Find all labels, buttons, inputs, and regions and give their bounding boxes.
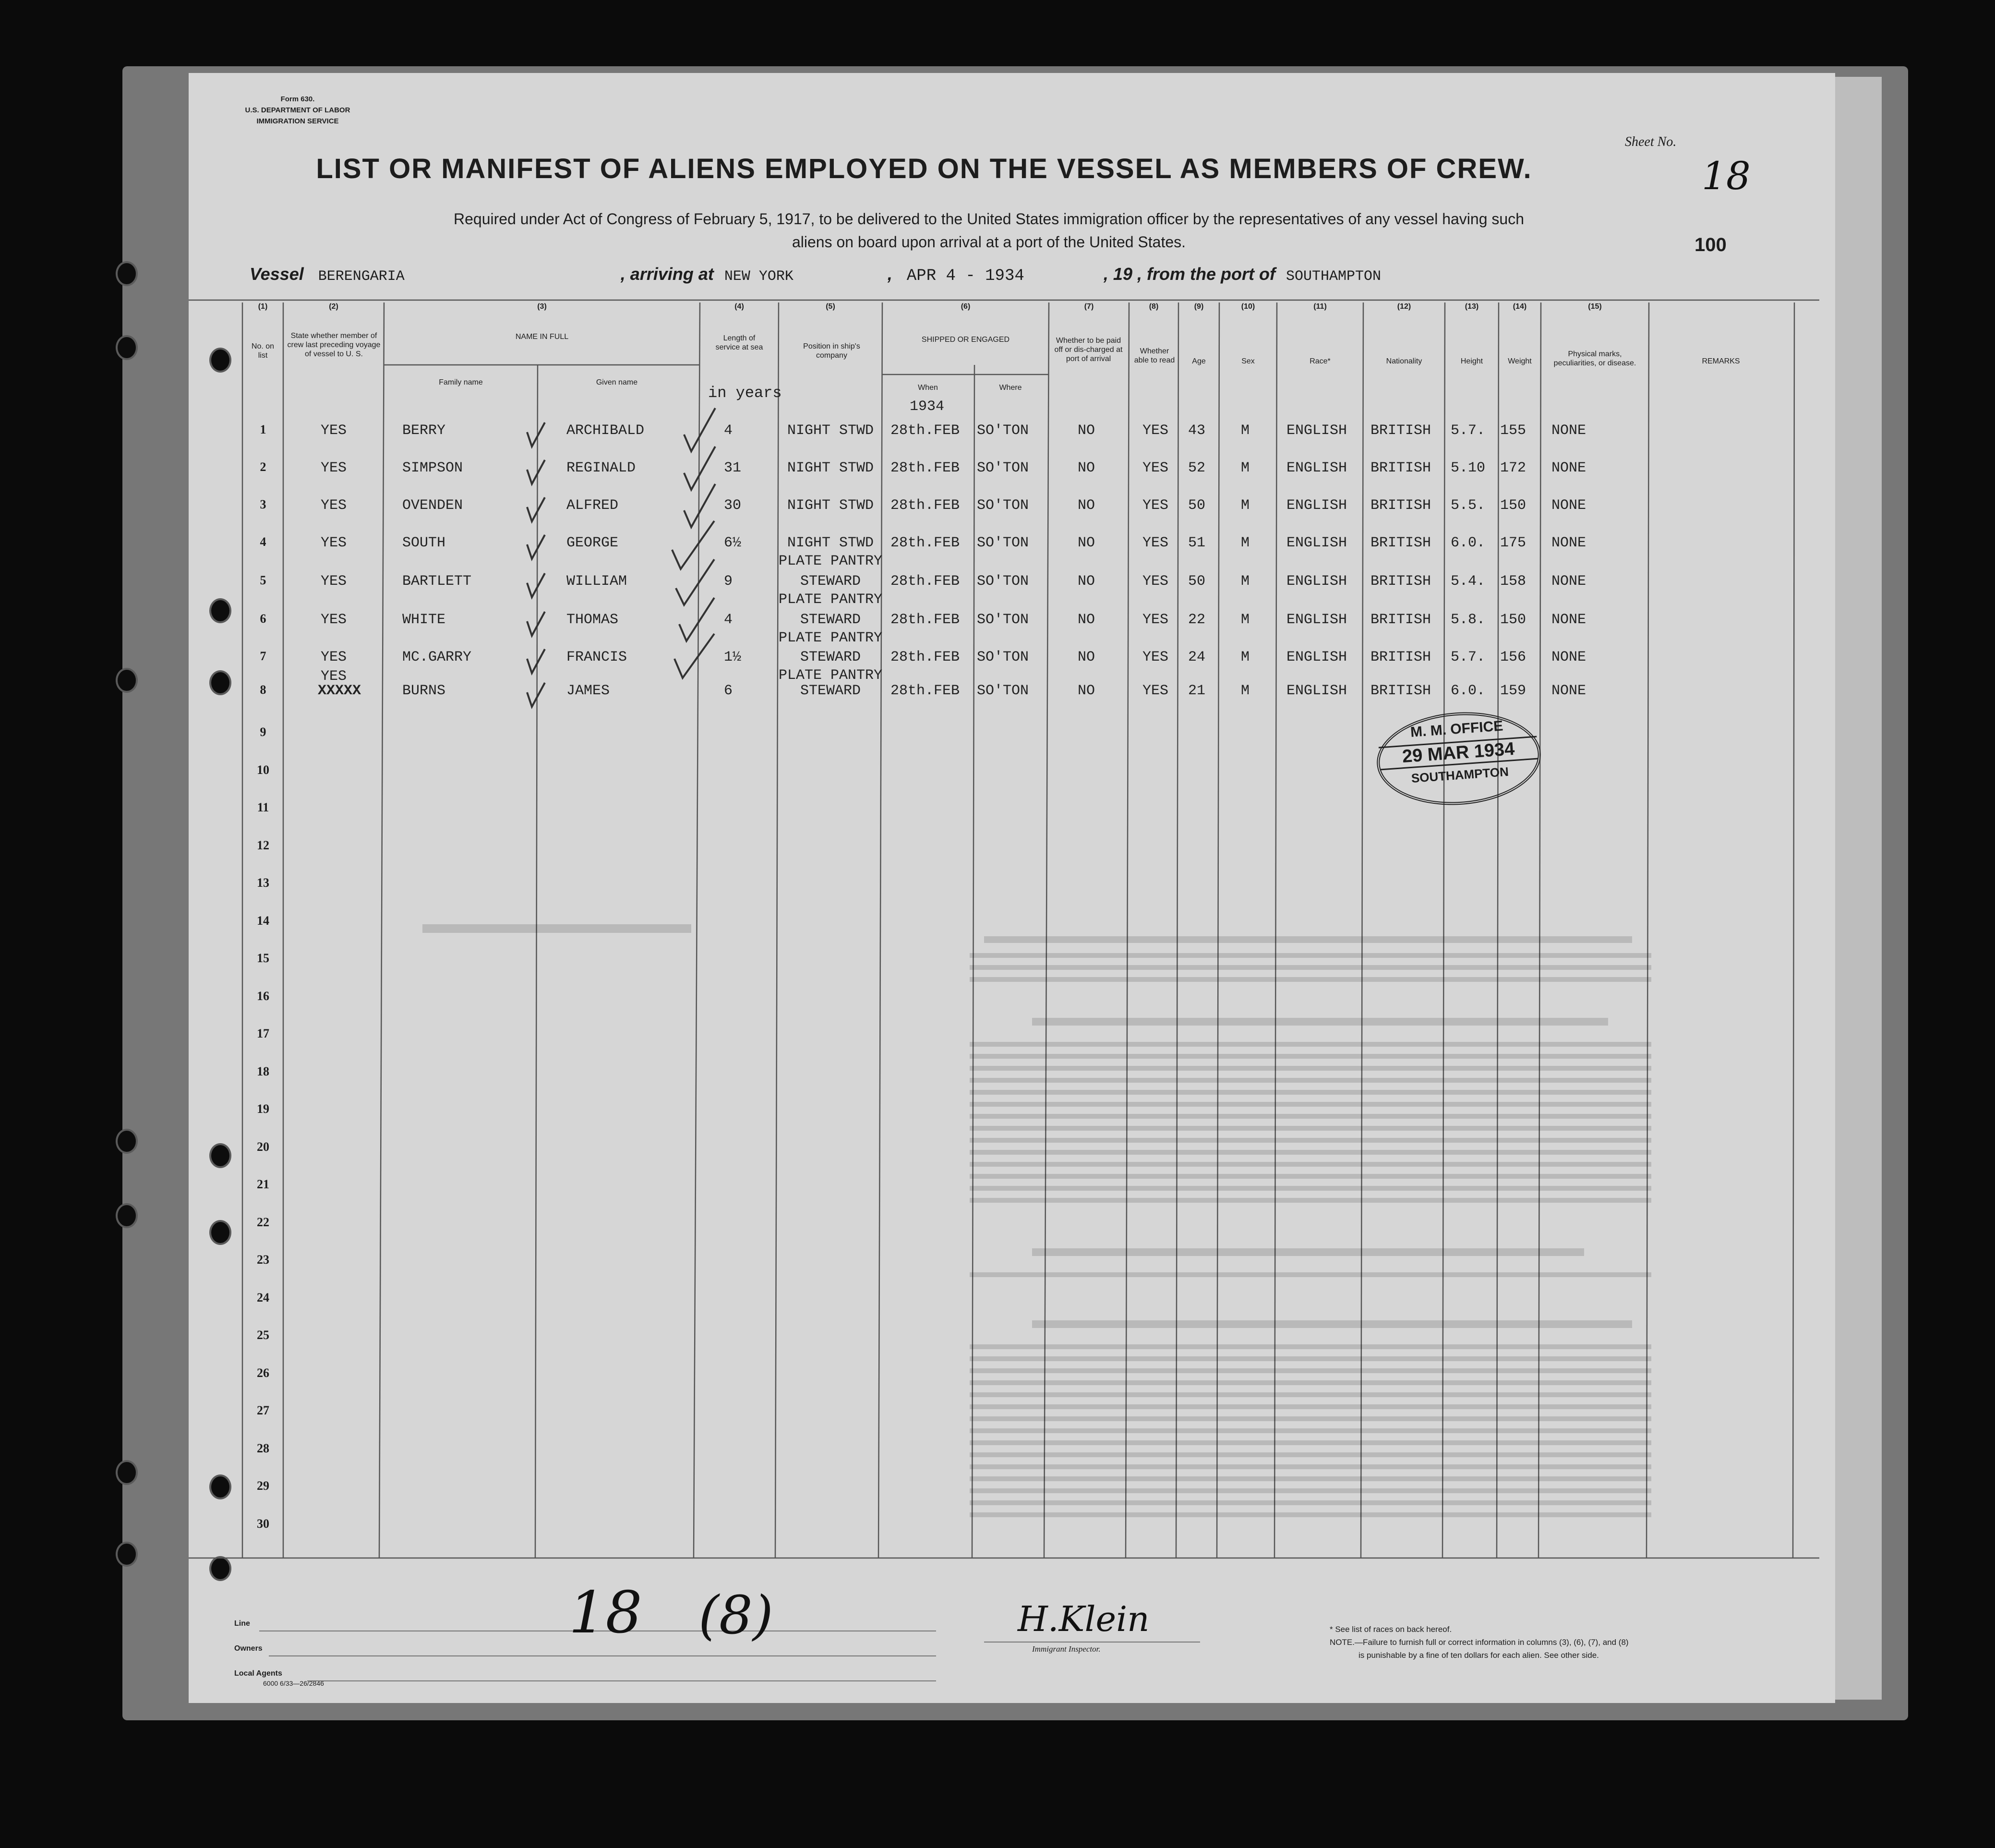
where-cell: SO'TON [977,535,1029,551]
row-number: 23 [257,1253,269,1267]
position-cell: STEWARD [800,683,861,699]
given-name-cell: JAMES [566,683,610,699]
arriving-port: NEW YORK [724,268,793,285]
marks-cell: NONE [1551,649,1586,665]
where-cell: SO'TON [977,649,1029,665]
from-port: SOUTHAMPTON [1286,268,1382,285]
col-number-7: (7) [1084,302,1094,311]
age-cell: 50 [1188,497,1206,514]
header-physical-marks: Physical marks, peculiarities, or disease. [1553,350,1636,367]
position-secondary: PLATE PANTRY [779,592,883,608]
given-name-cell: FRANCIS [566,649,627,665]
weight-cell: 150 [1500,497,1526,514]
col-number-14: (14) [1513,302,1527,311]
family-name-cell: OVENDEN [402,497,463,514]
sex-cell: M [1241,423,1250,439]
race-cell: ENGLISH [1286,649,1347,665]
voyage-cell: YES [321,497,347,514]
department-name: U.S. DEPARTMENT OF LABOR [245,106,350,114]
nationality-cell: BRITISH [1370,683,1431,699]
position-cell: NIGHT STWD [787,423,874,439]
agents-label: Local Agents [234,1669,282,1678]
nationality-cell: BRITISH [1370,573,1431,590]
family-name-cell: WHITE [402,612,446,628]
age-cell: 50 [1188,573,1206,590]
voyage-cell: YES [321,612,347,628]
family-name-cell: BERRY [402,423,446,439]
row-number: 14 [257,913,269,928]
age-cell: 22 [1188,612,1206,628]
marks-cell: NONE [1551,460,1586,476]
height-cell: 5.7. [1451,649,1486,665]
col-number-9: (9) [1194,302,1204,311]
nationality-cell: BRITISH [1370,497,1431,514]
header-age: Age [1192,357,1206,365]
where-cell: SO'TON [977,497,1029,514]
height-cell: 6.0. [1451,535,1486,551]
height-cell: 5.8. [1451,612,1486,628]
voyage-cell: YES [321,423,347,439]
given-name-cell: REGINALD [566,460,636,476]
age-cell: 43 [1188,423,1206,439]
weight-cell: 175 [1500,535,1526,551]
col-number-15: (15) [1588,302,1602,311]
col-number-12: (12) [1397,302,1411,311]
row-number: 20 [257,1139,269,1154]
col-number-4: (4) [734,302,744,311]
years-cell: 6 [724,683,733,699]
failure-note-line: is punishable by a fine of ten dollars for each alien. See other side. [1358,1651,1599,1660]
sex-cell: M [1241,535,1250,551]
row-number: 28 [257,1441,269,1455]
given-name-cell: ALFRED [566,497,619,514]
nationality-cell: BRITISH [1370,460,1431,476]
years-cell: 30 [724,497,742,514]
weight-cell: 150 [1500,612,1526,628]
stamp-location: SOUTHAMPTON [1410,764,1509,785]
header-nationality: Nationality [1386,357,1422,365]
row-number: 3 [260,497,266,511]
row-number: 17 [257,1027,269,1040]
marks-cell: NONE [1551,683,1586,699]
given-name-cell: ARCHIBALD [566,423,645,439]
nationality-cell: BRITISH [1370,612,1431,628]
stamp-office: M. M. OFFICE [1410,718,1504,740]
position-secondary: PLATE PANTRY [779,630,883,646]
from-label: , from the port of [1137,264,1275,284]
row-number: 26 [257,1365,269,1380]
row-number: 16 [257,989,269,1003]
header-where: Where [999,384,1022,392]
when-cell: 28th.FEB [890,683,960,699]
vessel-line: Vessel BERENGARIA , arriving at NEW YORK , APR 4 - 1934 , 19 , from the port of SOUTHAMPTON [250,264,1382,285]
weight-cell: 159 [1500,683,1526,699]
age-cell: 24 [1188,649,1206,665]
header-able-read: Whether able to read [1134,347,1175,364]
header-last-voyage: State whether member of crew last preceding voyage of vessel to U. S. [287,332,381,358]
col-number-1: (1) [258,302,268,311]
row-number: 24 [257,1290,269,1304]
height-cell: 6.0. [1451,683,1486,699]
voyage-cell: YES [321,649,347,665]
marks-cell: NONE [1551,573,1586,590]
position-cell: STEWARD [800,649,861,665]
vessel-name: BERENGARIA [318,268,405,285]
year-label: , 19 [1103,264,1132,284]
race-cell: ENGLISH [1286,683,1347,699]
nationality-cell: BRITISH [1370,649,1431,665]
given-name-cell: WILLIAM [566,573,627,590]
family-name-cell: BARTLETT [402,573,472,590]
age-cell: 21 [1188,683,1206,699]
races-note: * See list of races on back hereof. [1330,1625,1452,1634]
date-stamp: APR 4 - 1934 [906,267,1024,285]
when-cell: 28th.FEB [890,573,960,590]
family-name-cell: BURNS [402,683,446,699]
when-cell: 28th.FEB [890,460,960,476]
header-race: Race* [1310,357,1331,365]
read-cell: YES [1142,612,1169,628]
row-number: 22 [257,1215,269,1229]
col-number-6: (6) [961,302,971,311]
sheet-label: Sheet No. [1625,134,1677,149]
print-code: 6000 6/33—26/2846 [263,1679,324,1687]
read-cell: YES [1142,649,1169,665]
given-name-cell: THOMAS [566,612,619,628]
race-cell: ENGLISH [1286,535,1347,551]
race-cell: ENGLISH [1286,460,1347,476]
when-cell: 28th.FEB [890,535,960,551]
marks-cell: NONE [1551,423,1586,439]
position-cell: STEWARD [800,573,861,590]
vessel-label: Vessel [250,264,304,284]
header-paid-off: Whether to be paid off or dis-charged at port of arrival [1054,337,1123,363]
inspector-label: Immigrant Inspector. [1032,1644,1101,1654]
arriving-label: , arriving at [620,264,714,284]
years-cell: 9 [724,573,733,590]
where-cell: SO'TON [977,423,1029,439]
subtitle-line: Required under Act of Congress of February 5, 1917, to be delivered to the United States immigration officer by the representatives of any vessel having such [454,210,1524,228]
sex-cell: M [1241,649,1250,665]
weight-cell: 172 [1500,460,1526,476]
nationality-cell: BRITISH [1370,535,1431,551]
voyage-cell: YES [321,460,347,476]
years-cell: 4 [724,612,733,628]
read-cell: YES [1142,535,1169,551]
position-cell: NIGHT STWD [787,497,874,514]
row-number: 9 [260,725,266,739]
age-cell: 52 [1188,460,1206,476]
height-cell: 5.10 [1451,460,1486,476]
year-note: 1934 [910,399,945,415]
paid-off-cell: NO [1078,535,1095,551]
read-cell: YES [1142,497,1169,514]
marks-cell: NONE [1551,497,1586,514]
where-cell: SO'TON [977,460,1029,476]
form-number: Form 630. [280,95,315,103]
paid-off-cell: NO [1078,460,1095,476]
race-cell: ENGLISH [1286,497,1347,514]
stamp-date: 29 MAR 1934 [1379,736,1538,771]
row-number: 21 [257,1177,269,1191]
paid-off-cell: NO [1078,423,1095,439]
when-cell: 28th.FEB [890,497,960,514]
header-when: When [918,384,938,392]
col-number-11: (11) [1313,302,1327,311]
height-cell: 5.5. [1451,497,1486,514]
position-cell: STEWARD [800,612,861,628]
position-cell: NIGHT STWD [787,535,874,551]
row-number: 30 [257,1516,269,1531]
col-number-10: (10) [1241,302,1255,311]
sex-cell: M [1241,497,1250,514]
row-number: 5 [260,573,266,587]
row-number: 10 [257,762,269,777]
sex-cell: M [1241,573,1250,590]
header-name-in-full: NAME IN FULL [515,333,569,341]
read-cell: YES [1142,423,1169,439]
service-name: IMMIGRATION SERVICE [256,117,339,125]
marks-cell: NONE [1551,535,1586,551]
manifest-title: LIST OR MANIFEST OF ALIENS EMPLOYED ON THE VESSEL AS MEMBERS OF CREW. [316,153,1532,184]
row-number: 2 [260,460,266,474]
header-shipped: SHIPPED OR ENGAGED [921,336,1010,344]
family-name-cell: MC.GARRY [402,649,472,665]
weight-cell: 156 [1500,649,1526,665]
row-number: 8 [260,683,266,697]
age-cell: 51 [1188,535,1206,551]
read-cell: YES [1142,460,1169,476]
handwritten-count: (8) [698,1584,773,1646]
header-position: Position in ship's company [803,342,860,360]
header-family-name: Family name [439,378,483,387]
position-cell: NIGHT STWD [787,460,874,476]
when-cell: 28th.FEB [890,612,960,628]
sex-cell: M [1241,612,1250,628]
row-number: 7 [260,649,266,663]
header-height: Height [1460,357,1483,365]
col-number-2: (2) [329,302,338,311]
sex-cell: M [1241,683,1250,699]
race-cell: ENGLISH [1286,612,1347,628]
header-weight: Weight [1508,357,1532,365]
header-length-service: Length of service at sea [715,334,763,351]
header-given-name: Given name [596,378,638,387]
col-number-5: (5) [826,302,835,311]
handwritten-line-number: 18 [569,1580,642,1646]
owners-label: Owners [234,1644,263,1653]
overtyped-mark: XXXXX [318,683,361,699]
row-number: 19 [257,1102,269,1116]
years-cell: 4 [724,423,733,439]
read-cell: YES [1142,683,1169,699]
row-number: 15 [257,951,269,965]
col-number-13: (13) [1465,302,1479,311]
header-remarks: REMARKS [1702,357,1740,365]
sex-cell: M [1241,460,1250,476]
weight-cell: 158 [1500,573,1526,590]
row-number: 13 [257,876,269,890]
when-cell: 28th.FEB [890,423,960,439]
read-cell: YES [1142,573,1169,590]
row-number: 29 [257,1479,269,1493]
paid-off-cell: NO [1078,497,1095,514]
position-secondary: PLATE PANTRY [779,553,883,569]
row-number: 18 [257,1064,269,1078]
given-name-cell: GEORGE [566,535,619,551]
row-number: 4 [260,535,266,549]
row-number: 25 [257,1328,269,1342]
where-cell: SO'TON [977,612,1029,628]
col-number-8: (8) [1149,302,1159,311]
where-cell: SO'TON [977,683,1029,699]
height-cell: 5.7. [1451,423,1486,439]
paid-off-cell: NO [1078,573,1095,590]
col-number-3: (3) [537,302,547,311]
row-number: 1 [260,423,266,436]
failure-note-line: NOTE.—Failure to furnish full or correct information in columns (3), (6), (7), and (8) [1330,1638,1629,1647]
position-secondary: PLATE PANTRY [779,667,883,684]
sheet-number: 18 [1702,154,1751,198]
row-number: 27 [257,1403,269,1417]
marks-cell: NONE [1551,612,1586,628]
sheet-count: 100 [1695,234,1727,255]
race-cell: ENGLISH [1286,573,1347,590]
paid-off-cell: NO [1078,683,1095,699]
header-no-on-list: No. on list [251,342,275,360]
line-label: Line [234,1619,250,1628]
row-number: 12 [257,838,269,852]
family-name-cell: SOUTH [402,535,446,551]
subtitle-line: aliens on board upon arrival at a port of the United States. [792,233,1186,251]
years-cell: 6½ [724,535,742,551]
years-cell: 1½ [724,649,742,665]
family-name-cell: SIMPSON [402,460,463,476]
years-cell: 31 [724,460,742,476]
paid-off-cell: NO [1078,649,1095,665]
voyage-cell: YES [321,535,347,551]
row-number: 6 [260,612,266,626]
header-in-years: in years [708,384,782,402]
voyage-cell: YES [321,573,347,590]
failure-note [1330,1636,1675,1662]
paid-off-cell: NO [1078,612,1095,628]
where-cell: SO'TON [977,573,1029,590]
voyage-cell: YES [321,668,347,685]
inspector-signature: H.Klein [1018,1599,1150,1639]
nationality-cell: BRITISH [1370,423,1431,439]
race-cell: ENGLISH [1286,423,1347,439]
header-sex: Sex [1241,357,1255,365]
weight-cell: 155 [1500,423,1526,439]
when-cell: 28th.FEB [890,649,960,665]
height-cell: 5.4. [1451,573,1486,590]
row-number: 11 [257,800,269,814]
